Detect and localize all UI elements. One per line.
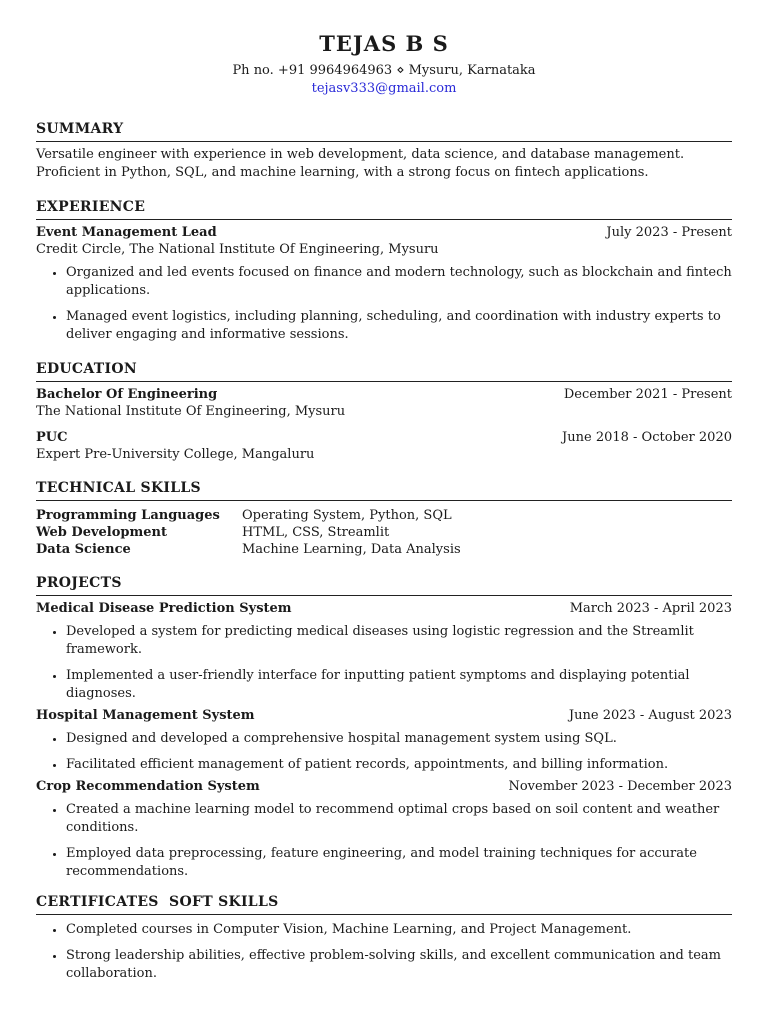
project-entry xyxy=(36,707,732,774)
education-section xyxy=(36,360,732,463)
summary-text: Versatile engineer with experience in web development, data science, and database management. Proficient in Python, SQL, and machine learning, with a strong focus on fintech applications. xyxy=(36,147,685,180)
list-item: • Organized and led events focused on finance and modern technology, such as blockchain and fintech applications. xyxy=(66,264,732,300)
project-date: November 2023 - December 2023 xyxy=(508,779,732,794)
section-title-education: EDUCATION xyxy=(36,360,732,382)
list-item: • Employed data preprocessing, feature engineering, and model training techniques for accurate recommendations. xyxy=(66,845,732,881)
experience-section xyxy=(36,198,732,344)
skill-key: Programming Languages xyxy=(36,508,220,523)
project-name: Crop Recommendation System xyxy=(36,779,260,794)
project-bullets xyxy=(36,801,732,881)
resume-header xyxy=(36,30,732,98)
list-item: • Designed and developed a comprehensive hospital management system using SQL. xyxy=(66,730,732,748)
project-entry xyxy=(36,778,732,881)
list-item: • Strong leadership abilities, effective problem-solving skills, and excellent communication and team collaboration. xyxy=(66,947,732,983)
list-item: • Completed courses in Computer Vision, Machine Learning, and Project Management. xyxy=(66,921,732,939)
certificates-bullets xyxy=(36,921,732,983)
experience-bullets xyxy=(36,264,732,344)
section-title-experience: EXPERIENCE xyxy=(36,198,732,220)
section-title-skills: TECHNICAL SKILLS xyxy=(36,479,732,501)
certificates-section xyxy=(36,893,732,983)
project-name: Medical Disease Prediction System xyxy=(36,601,292,616)
education-school: Expert Pre-University College, Mangaluru xyxy=(36,447,315,462)
list-item: • Developed a system for predicting medical diseases using logistic regression and the Streamlit framework. xyxy=(66,623,732,659)
project-date: June 2023 - August 2023 xyxy=(568,708,732,723)
project-date: March 2023 - April 2023 xyxy=(569,601,732,616)
resume-page xyxy=(36,30,732,991)
education-entry xyxy=(36,386,732,420)
experience-role: Event Management Lead xyxy=(36,225,217,240)
email-link[interactable]: tejasv333@gmail.com xyxy=(311,81,457,96)
project-entry xyxy=(36,600,732,703)
summary-section xyxy=(36,120,732,182)
skills-table xyxy=(36,507,732,558)
contact-line: Ph no. +91 9964964963 ⋄ Mysuru, Karnataka xyxy=(232,63,536,78)
section-title-certificates: CERTIFICATES SOFT SKILLS xyxy=(36,893,732,915)
skill-key: Web Development xyxy=(36,525,167,540)
projects-section xyxy=(36,574,732,881)
education-entry xyxy=(36,429,732,463)
education-date: June 2018 - October 2020 xyxy=(562,430,732,445)
skill-value: HTML, CSS, Streamlit xyxy=(242,525,390,540)
list-item: • Managed event logistics, including planning, scheduling, and coordination with industry experts to deliver engaging and informative sessions. xyxy=(66,308,732,344)
list-item: • Created a machine learning model to recommend optimal crops based on soil content and weather conditions. xyxy=(66,801,732,837)
skill-value: Machine Learning, Data Analysis xyxy=(242,542,461,557)
list-item: • Implemented a user-friendly interface for inputting patient symptoms and displaying potential diagnoses. xyxy=(66,667,732,703)
skill-row xyxy=(36,524,732,541)
skill-key: Data Science xyxy=(36,542,131,557)
list-item: • Facilitated efficient management of patient records, appointments, and billing information. xyxy=(66,756,732,774)
section-title-projects: PROJECTS xyxy=(36,574,732,596)
section-title-summary: SUMMARY xyxy=(36,120,732,142)
education-date: December 2021 - Present xyxy=(563,387,732,402)
education-degree: PUC xyxy=(36,430,68,445)
project-bullets xyxy=(36,623,732,703)
experience-date: July 2023 - Present xyxy=(606,225,732,240)
experience-org: Credit Circle, The National Institute Of Engineering, Mysuru xyxy=(36,242,439,257)
project-name: Hospital Management System xyxy=(36,708,255,723)
project-bullets xyxy=(36,730,732,774)
skill-row xyxy=(36,507,732,524)
education-school: The National Institute Of Engineering, Mysuru xyxy=(36,404,346,419)
skill-row xyxy=(36,541,732,558)
skills-section xyxy=(36,479,732,558)
skill-value: Operating System, Python, SQL xyxy=(242,508,452,523)
experience-entry xyxy=(36,224,732,344)
candidate-name: TEJAS B S xyxy=(319,31,449,56)
education-degree: Bachelor Of Engineering xyxy=(36,387,218,402)
